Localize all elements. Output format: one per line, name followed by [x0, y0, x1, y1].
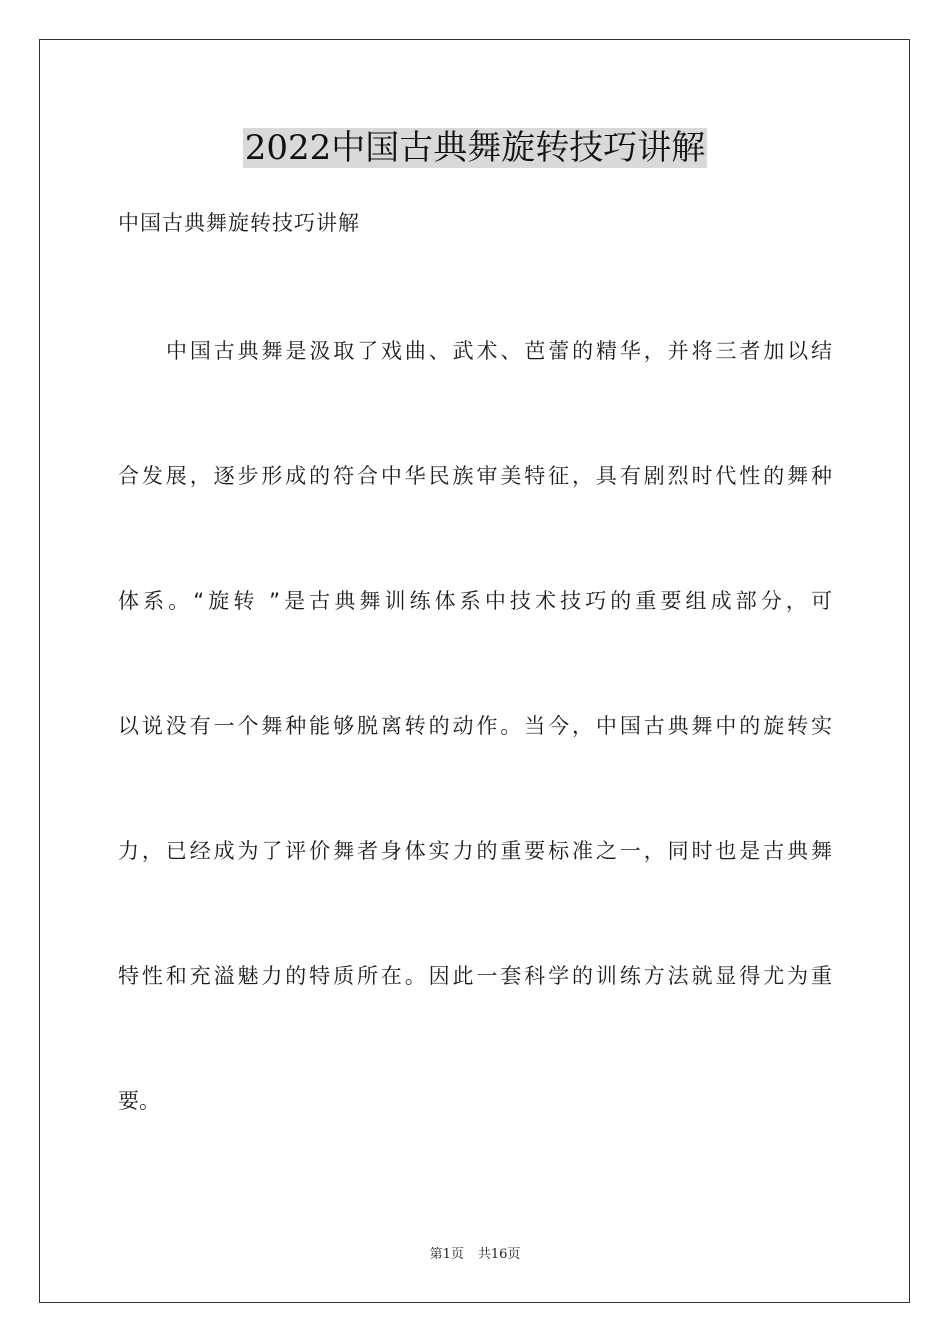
paragraph-line-3: 体系。“旋转 ”是古典舞训练体系中技术技巧的重要组成部分，可	[118, 589, 832, 613]
document-subtitle: 中国古典舞旋转技巧讲解	[118, 211, 360, 235]
paragraph-line-5: 力，已经成为了评价舞者身体实力的重要标准之一，同时也是古典舞	[118, 839, 832, 863]
page-number-current: 第1页	[429, 1247, 464, 1262]
document-title: 2022中国古典舞旋转技巧讲解	[244, 128, 706, 168]
paragraph-line-4: 以说没有一个舞种能够脱离转的动作。当今，中国古典舞中的旋转实	[118, 714, 832, 738]
paragraph-line-6: 特性和充溢魅力的特质所在。因此一套科学的训练方法就显得尤为重	[118, 964, 832, 988]
paragraph-line-1: 中国古典舞是汲取了戏曲、武术、芭蕾的精华，并将三者加以结	[166, 339, 832, 363]
page-footer	[0, 1246, 950, 1264]
paragraph-line-2: 合发展，逐步形成的符合中华民族审美特征，具有剧烈时代性的舞种	[118, 464, 832, 488]
page-number-total: 共16页	[477, 1247, 521, 1262]
paragraph-line-7: 要。	[118, 1089, 160, 1113]
title-container	[0, 128, 950, 168]
